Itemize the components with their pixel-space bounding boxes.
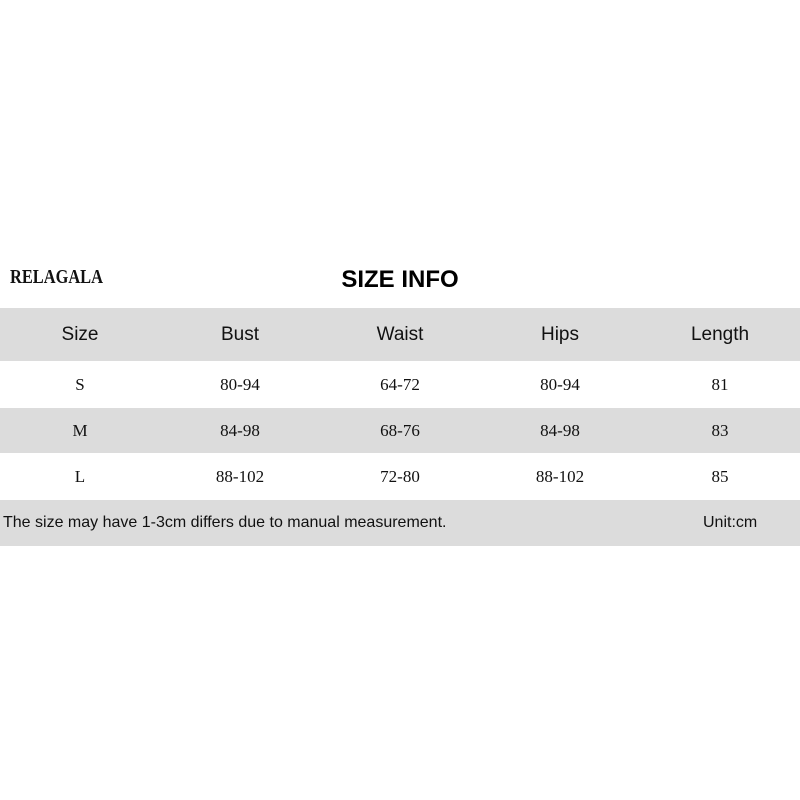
cell-size: L <box>74 466 86 486</box>
cell-size: M <box>72 420 88 440</box>
page-title: SIZE INFO <box>341 266 459 293</box>
measurement-note: The size may have 1-3cm differs due to manual measurement. <box>3 514 447 531</box>
header-length: Length <box>690 323 750 345</box>
cell-bust: 80-94 <box>220 374 260 394</box>
cell-waist: 68-76 <box>380 420 420 440</box>
unit-label: Unit:cm <box>703 514 758 531</box>
cell-length: 81 <box>711 374 729 394</box>
header-waist: Waist <box>376 323 424 345</box>
brand-logo: RELAGALA <box>10 266 103 288</box>
cell-waist: 72-80 <box>380 466 420 486</box>
header-size: Size <box>61 323 99 345</box>
cell-hips: 84-98 <box>540 420 580 440</box>
table-row <box>0 408 800 454</box>
header-hips: Hips <box>540 323 579 345</box>
table-header-row <box>0 308 800 362</box>
cell-length: 83 <box>711 420 729 440</box>
cell-hips: 80-94 <box>540 374 580 394</box>
size-table <box>0 308 800 546</box>
table-row <box>0 362 800 408</box>
cell-bust: 88-102 <box>215 466 265 486</box>
cell-size: S <box>75 374 85 394</box>
table-footer <box>0 500 800 546</box>
cell-waist: 64-72 <box>380 374 420 394</box>
cell-length: 85 <box>711 466 729 486</box>
table-row <box>0 454 800 500</box>
cell-hips: 88-102 <box>535 466 585 486</box>
cell-bust: 84-98 <box>220 420 260 440</box>
header-bust: Bust <box>220 323 260 345</box>
